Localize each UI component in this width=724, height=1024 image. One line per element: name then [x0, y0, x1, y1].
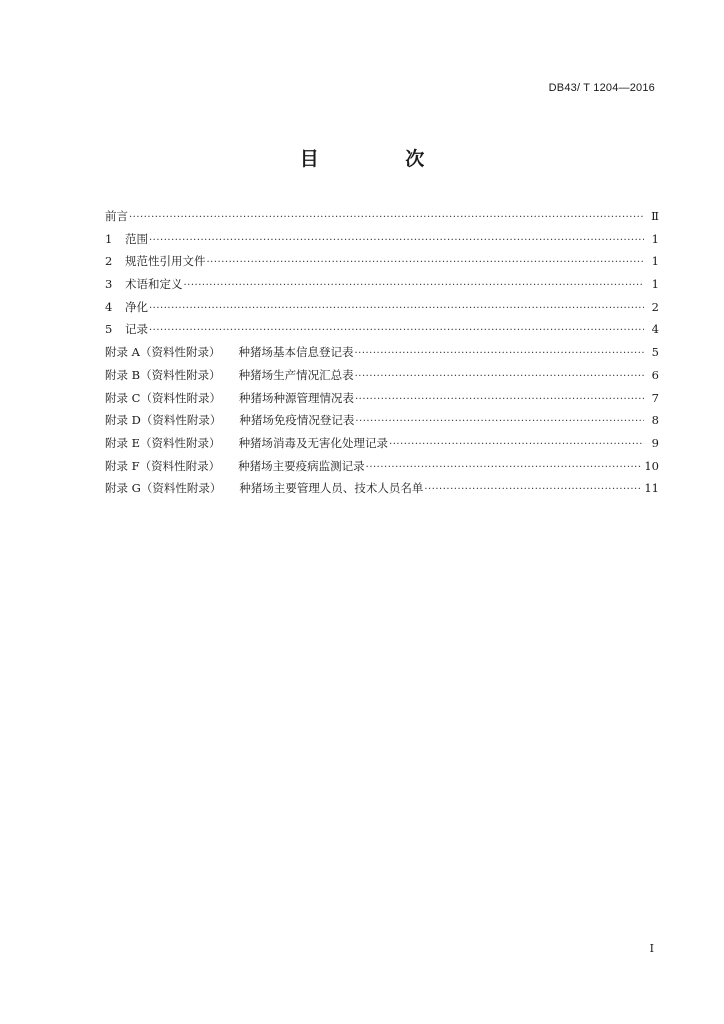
toc-appendix-label: 附录 D（资料性附录）	[105, 413, 222, 428]
page-number: I	[649, 942, 654, 955]
toc-entry-3[interactable]	[105, 273, 659, 296]
toc-number: 1	[105, 231, 113, 246]
toc-entry-appendix-g[interactable]	[105, 477, 659, 500]
toc-page: 1	[651, 254, 659, 269]
toc-entry-5[interactable]	[105, 318, 659, 341]
toc-page: 9	[651, 435, 659, 450]
toc-title: 前言	[105, 209, 128, 223]
toc-leader	[389, 434, 644, 457]
toc-title: 种猪场消毒及无害化处理记录	[238, 435, 389, 450]
toc-leader	[355, 366, 644, 389]
table-of-contents	[105, 205, 659, 500]
toc-appendix-label: 附录 B（资料性附录）	[105, 367, 221, 382]
toc-entry-appendix-f[interactable]	[105, 455, 659, 478]
standard-code: DB43/ T 1204—2016	[548, 82, 655, 94]
toc-leader	[424, 479, 641, 502]
toc-title: 记录	[125, 322, 148, 337]
toc-leader	[149, 298, 644, 321]
toc-page: 4	[651, 322, 659, 337]
toc-leader	[366, 457, 642, 480]
toc-entry-appendix-a[interactable]	[105, 341, 659, 364]
toc-leader	[184, 275, 645, 298]
toc-leader	[149, 320, 644, 343]
toc-title: 术语和定义	[125, 277, 183, 292]
toc-appendix-label: 附录 E（资料性附录）	[105, 435, 221, 450]
toc-leader	[149, 230, 644, 253]
toc-title: 范围	[125, 231, 148, 246]
toc-page: 8	[651, 413, 659, 428]
toc-appendix-label: 附录 G（资料性附录）	[105, 481, 222, 496]
toc-leader	[354, 343, 644, 366]
toc-leader	[129, 207, 644, 230]
toc-entry-1[interactable]	[105, 228, 659, 251]
toc-entry-4[interactable]	[105, 296, 659, 319]
toc-title: 种猪场基本信息登记表	[238, 345, 354, 360]
toc-entry-appendix-c[interactable]	[105, 387, 659, 410]
toc-page: 5	[651, 345, 659, 360]
page-title: 目 次	[299, 148, 465, 170]
toc-page: 6	[651, 367, 659, 382]
toc-page: 1	[651, 231, 659, 246]
toc-page: 11	[644, 481, 659, 496]
toc-page: 7	[651, 390, 659, 405]
toc-number: 4	[105, 299, 113, 314]
toc-title: 种猪场主要管理人员、技术人员名单	[239, 481, 424, 496]
toc-appendix-label: 附录 F（资料性附录）	[105, 458, 221, 473]
toc-number: 3	[105, 277, 113, 292]
toc-entry-appendix-b[interactable]	[105, 364, 659, 387]
toc-page: Ⅱ	[651, 209, 659, 223]
toc-page: 1	[651, 277, 659, 292]
toc-title: 种猪场主要疫病监测记录	[238, 458, 365, 473]
toc-entry-2[interactable]	[105, 250, 659, 273]
toc-entry-appendix-e[interactable]	[105, 432, 659, 455]
toc-title: 种猪场生产情况汇总表	[238, 367, 354, 382]
toc-title: 种猪场免疫情况登记表	[239, 413, 355, 428]
toc-title: 规范性引用文件	[125, 254, 206, 269]
toc-appendix-label: 附录 C（资料性附录）	[105, 390, 221, 405]
toc-leader	[355, 389, 644, 412]
toc-number: 2	[105, 254, 113, 269]
toc-page: 2	[651, 299, 659, 314]
toc-entry-appendix-d[interactable]	[105, 409, 659, 432]
toc-title: 种猪场种源管理情况表	[238, 390, 354, 405]
toc-appendix-label: 附录 A（资料性附录）	[105, 345, 221, 360]
toc-entry-foreword[interactable]	[105, 205, 659, 228]
toc-leader	[355, 411, 644, 434]
toc-leader	[207, 252, 645, 275]
toc-number: 5	[105, 322, 113, 337]
toc-page: 10	[644, 458, 659, 473]
toc-title: 净化	[125, 299, 148, 314]
